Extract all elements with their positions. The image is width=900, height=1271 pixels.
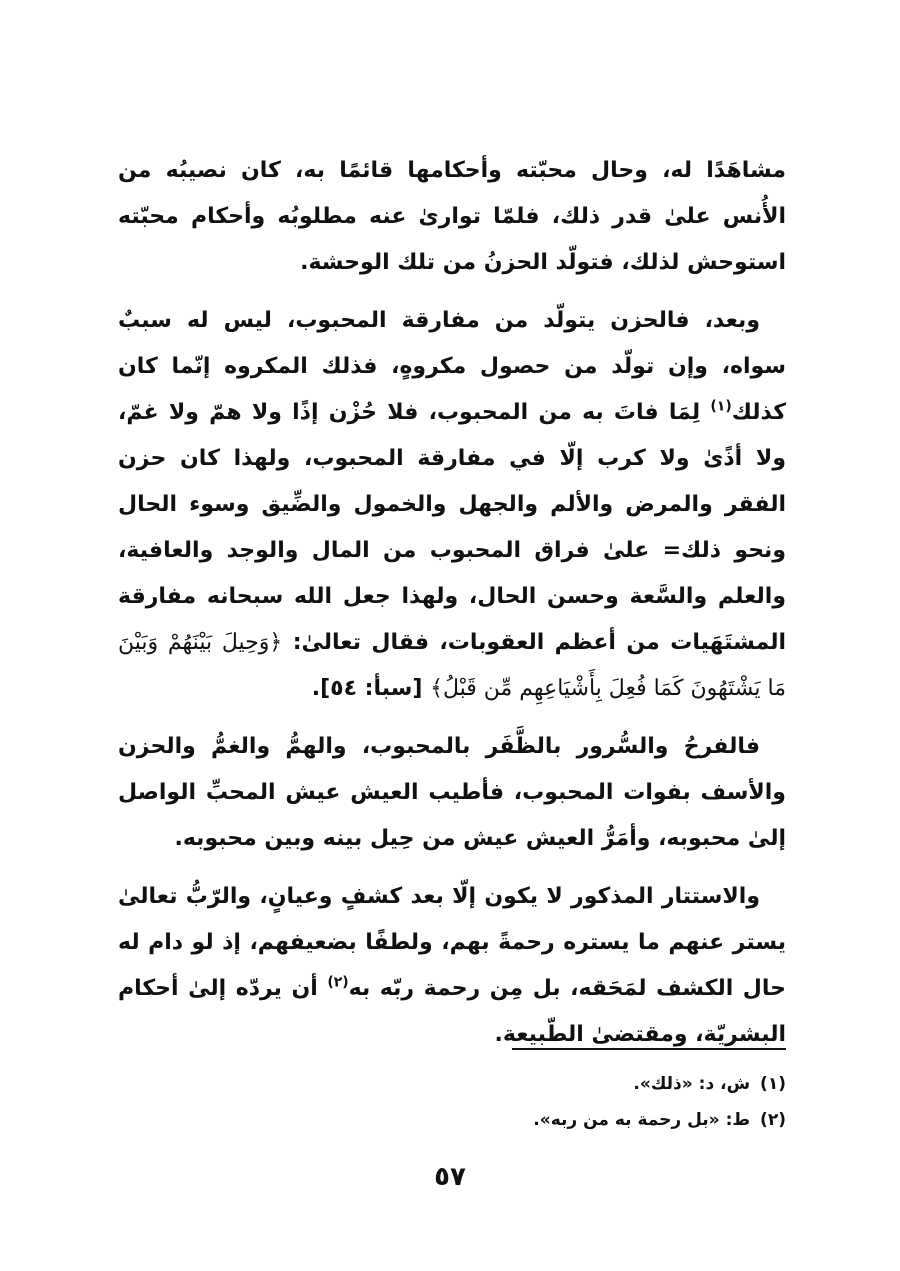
footnote-2-number: (٢): [760, 1110, 786, 1130]
footnote-2-text: ط: «بل رحمة به من ربه».: [533, 1110, 751, 1130]
paragraph-4-part-a: والاستتار المذكور لا يكون إلّا بعد كشفٍ وعيانٍ، والرّبُّ تعالىٰ يستر عنهم ما يستره رحمةً بهم، ولطفًا بضعيفهم، إذ لو دام له حال الكشف لمَحَقه، بل مِن رحمة ربّه به: [118, 884, 786, 1001]
footnotes: [118, 1066, 786, 1138]
paragraph-1: مشاهَدًا له، وحال محبّته وأحكامها قائمًا به، كان نصيبُه من الأُنس علىٰ قدر ذلك، فلمّا تواریٰ عنه مطلوبُه وأحكام محبّته استوحش لذلك، فتولّد الحزنُ من تلك الوحشة.: [118, 158, 786, 275]
footnote-1-text: ش، د: «ذلك».: [633, 1074, 751, 1094]
page-number: ٥٧: [434, 1162, 466, 1192]
footnote-2: [118, 1102, 786, 1138]
paragraph-4-part-b: أن يردّه إلىٰ أحكام البشريّة، ومقتضىٰ الطّبيعة.: [118, 976, 786, 1047]
footnote-1: [118, 1066, 786, 1102]
footnote-separator: [512, 1048, 786, 1050]
body-text: [118, 148, 786, 1070]
footnote-1-number: (١): [760, 1074, 786, 1094]
paragraph-2-part-a: وبعد، فالحزن يتولّد من مفارقة المحبوب، ليس له سببٌ سواه، وإن تولّد من حصول مكروهٍ، فذلك المكروه إنّما كان كذلك: [118, 308, 786, 425]
paragraph-2-part-b: لِمَا فاتَ به من المحبوب، فلا حُزْن إذًا ولا همّ ولا غمّ، ولا أذًىٰ ولا كرب إلّا في مفارقة المحبوب، ولهذا كان حزن الفقر والمرض والألم والجهل والخمول والضِّيق وسوء الحال ونحو ذلك= علىٰ فراق المحبوب من المال والوجد والعافية، والعلم والسَّعة وحسن الحال، ولهذا جعل الله سبحانه مفارقة المشتَهَيات من أعظم العقوبات، فقال تعالىٰ:: [118, 400, 786, 655]
footnote-ref-1[interactable]: (١): [710, 398, 732, 415]
verse-citation: [سبأ: ٥٤].: [311, 676, 431, 701]
footnote-ref-2[interactable]: (٢): [327, 974, 349, 991]
paragraph-2: [118, 298, 786, 712]
paragraph-4: [118, 874, 786, 1058]
quran-verse: ﴿وَحِيلَ بَيْنَهُمْ وَبَيْنَ مَا يَشْتَهُونَ كَمَا فُعِلَ بِأَشْيَاعِهِم مِّن قَبْلُ﴾: [118, 630, 786, 701]
paragraph-3: فالفرحُ والسُّرور بالظَّفَر بالمحبوب، والهمُّ والغمُّ والحزن والأسف بفوات المحبوب، فأطيب العيش عيش المحبِّ الواصل إلىٰ محبوبه، وأمَرُّ العيش عيش من حِيل بينه وبين محبوبه.: [118, 734, 786, 851]
